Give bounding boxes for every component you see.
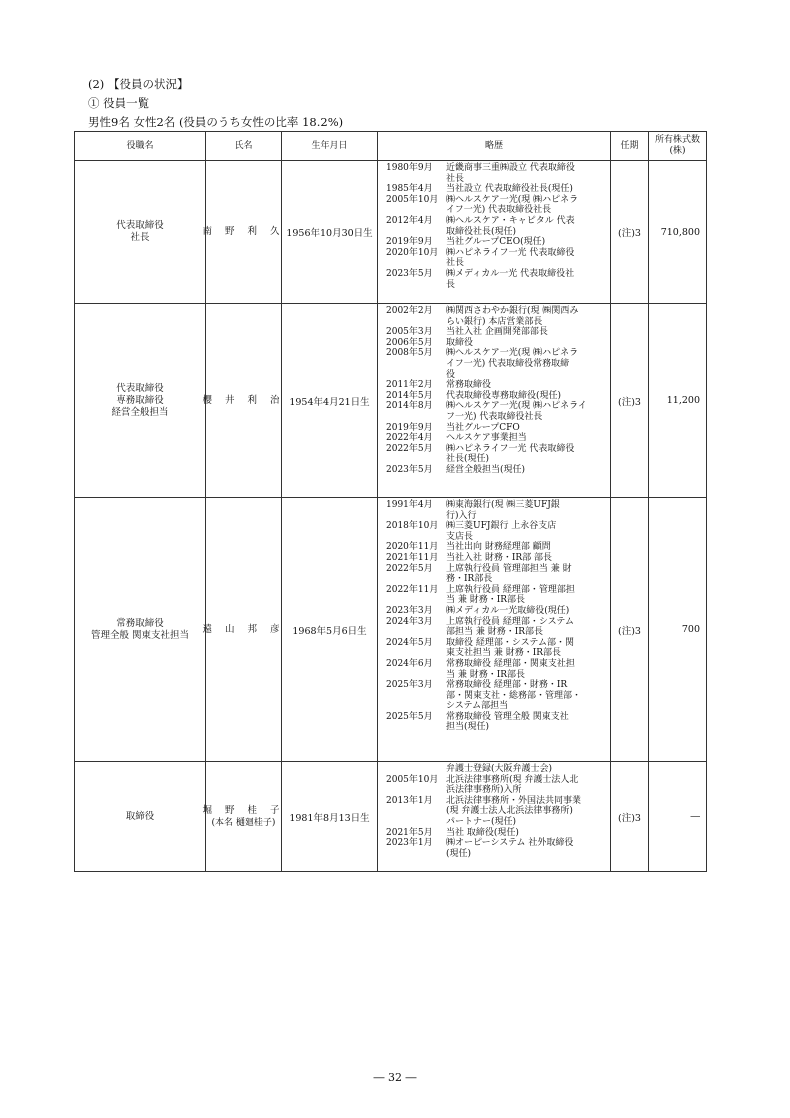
career-description-line: 長	[446, 279, 456, 290]
career-entry	[386, 327, 606, 338]
career-description-line: イフ一光) 代表取締役社長	[446, 205, 552, 216]
gender-ratio-summary: 男性9名 女性2名 (役員のうち女性の比率 18.2%)	[88, 115, 344, 129]
career-description	[446, 216, 606, 237]
career-description	[446, 680, 606, 712]
career-description-line: 代表取締役専務取締役(現任)	[446, 390, 562, 401]
career-description-line: 常務取締役	[446, 380, 492, 391]
career-entry	[386, 828, 606, 839]
career-description-line: ㈱ハピネライフ一光 代表取締役	[446, 443, 575, 454]
career-description-line: 当 兼 財務・IR部長	[446, 669, 526, 680]
officer-title-line: 社長	[130, 232, 150, 243]
subsection-heading: ① 役員一覧	[88, 96, 150, 110]
officer-row	[75, 161, 707, 304]
officer-title-line: 代表取締役	[116, 220, 164, 231]
career-description-line: フ一光) 代表取締役社長	[446, 411, 543, 422]
career-description	[446, 269, 606, 290]
career-date: 2005年10月	[386, 774, 439, 785]
officer-birthdate: 1981年8月13日生	[282, 762, 378, 872]
header-shares-line: 所有株式数	[654, 135, 700, 145]
header-career: 略歴	[378, 132, 611, 161]
career-entry	[386, 348, 606, 380]
career-entry	[386, 433, 606, 444]
officer-title-line: 専務取締役	[116, 394, 164, 406]
career-description-line: 部担当 兼 財務・IR部長	[446, 627, 544, 638]
career-description	[446, 838, 606, 859]
career-entry	[386, 237, 606, 248]
officer-career	[378, 498, 611, 762]
officer-term: (注)3	[611, 161, 649, 304]
officer-name-line: 遠 山 邦 彦	[202, 623, 285, 635]
career-entry	[386, 500, 606, 521]
career-entry	[386, 195, 606, 216]
officer-row	[75, 304, 707, 498]
career-description-line: ㈱ヘルスケア一光(現 ㈱ハピネラ	[446, 194, 579, 205]
career-description-line: 役	[446, 369, 456, 380]
career-entry	[386, 163, 606, 184]
table-header-row	[75, 132, 707, 161]
career-description	[446, 638, 606, 659]
header-name: 氏名	[206, 132, 282, 161]
career-description-line: 北浜法律事務所(現 弁護士法人北	[446, 774, 579, 785]
officer-term: (注)3	[611, 498, 649, 762]
career-description-line: 常務取締役 経理部・関東支社担	[446, 658, 575, 669]
career-date: 2023年1月	[386, 838, 433, 849]
career-entry	[386, 423, 606, 434]
officer-row	[75, 762, 707, 872]
career-description-line: 弁護士登録(大阪弁護士会)	[446, 764, 553, 774]
career-description-line: 当社出向 財務経理部 顧問	[446, 542, 551, 553]
career-description-line: ㈱オーピーシステム 社外取締役	[446, 838, 574, 849]
officer-title	[75, 498, 206, 762]
career-description-line: ㈱東海銀行(現 ㈱三菱UFJ銀	[446, 500, 560, 510]
officer-name-line: 南 野 利 久	[202, 226, 285, 237]
career-description	[446, 338, 606, 349]
career-description-line: 支店長	[446, 531, 474, 542]
officer-career	[378, 161, 611, 304]
career-description-line: 経営全般担当(現任)	[446, 464, 526, 475]
career-description-line: 北浜法律事務所・外国法共同事業	[446, 795, 582, 806]
career-date: 2024年6月	[386, 658, 433, 669]
career-entry	[386, 659, 606, 680]
officer-title-line: 経営全般担当	[111, 406, 169, 418]
career-description-line: らい銀行) 本店営業部長	[446, 316, 543, 327]
career-description	[446, 617, 606, 638]
officer-career	[378, 304, 611, 498]
career-date: 2024年3月	[386, 616, 433, 627]
officer-name	[202, 304, 285, 498]
career-description-line: ㈱関西さわやか銀行(現 ㈱関西み	[446, 306, 579, 316]
career-description-line: 社長	[446, 173, 465, 184]
career-description-line: ㈱ハピネライフ一光 代表取締役	[446, 247, 575, 258]
career-description-line: ㈱三菱UFJ銀行 上永谷支店	[446, 521, 557, 532]
officer-term: (注)3	[611, 762, 649, 872]
career-date: 2021年5月	[386, 827, 433, 838]
career-description-line: イフ一光) 代表取締役常務取締	[446, 358, 570, 369]
career-description	[446, 306, 606, 327]
officer-title-line: 常務取締役	[116, 617, 164, 629]
career-description	[446, 184, 606, 195]
career-date: 2006年5月	[386, 337, 433, 348]
career-date: 2019年9月	[386, 237, 433, 248]
officer-title-line: 取締役	[125, 810, 155, 822]
career-entry	[386, 585, 606, 606]
career-description-line: ㈱ヘルスケア一光(現 ㈱ハピネラ	[446, 348, 579, 359]
officer-birthdate: 1954年4月21日生	[282, 304, 378, 498]
career-description	[446, 327, 606, 338]
career-description-line: 取締役	[446, 337, 474, 348]
career-description-line: 浜法律事務所)入所	[446, 785, 522, 796]
career-description	[446, 500, 606, 521]
officer-birthdate: 1956年10月30日生	[282, 161, 378, 304]
officer-title	[75, 161, 206, 304]
career-date: 2025年5月	[386, 711, 433, 722]
header-term: 任期	[611, 132, 649, 161]
career-entry	[386, 838, 606, 859]
career-date: 2012年4月	[386, 215, 433, 226]
officer-term: (注)3	[611, 304, 649, 498]
career-description-line: 部・関東支社・総務部・管理部・	[446, 690, 582, 701]
career-entry	[386, 606, 606, 617]
career-description	[446, 401, 606, 422]
career-date: 2005年3月	[386, 327, 433, 338]
career-description-line: 近畿商事三重㈱設立 代表取締役	[446, 163, 575, 173]
career-entry	[386, 380, 606, 391]
career-date: 2011年2月	[386, 380, 433, 391]
career-description-line: 取締役社長(現任)	[446, 226, 517, 237]
career-description-line: ㈱メディカル一光 代表取締役社	[446, 268, 575, 279]
career-entry	[386, 796, 606, 828]
career-description	[446, 796, 606, 828]
career-date	[386, 764, 446, 775]
officer-birthdate: 1968年5月6日生	[282, 498, 378, 762]
career-entry	[386, 542, 606, 553]
career-date: 2022年11月	[386, 584, 439, 595]
career-description-line: パートナー(現任)	[446, 816, 517, 827]
career-entry	[386, 553, 606, 564]
career-date: 2014年8月	[386, 401, 433, 412]
career-description-line: 上席執行役員 管理部担当 兼 財	[446, 563, 572, 574]
career-description	[446, 659, 606, 680]
career-description-line: 担当(現任)	[446, 722, 490, 733]
section-heading: (2) 【役員の状況】	[88, 77, 189, 91]
career-date: 2022年5月	[386, 443, 433, 454]
career-date: 2023年5月	[386, 268, 433, 279]
career-description	[446, 163, 606, 184]
officer-title	[75, 304, 206, 498]
career-description	[446, 712, 606, 733]
career-date: 2005年10月	[386, 194, 439, 205]
career-description-line: システム部担当	[446, 701, 509, 712]
career-entry	[386, 269, 606, 290]
career-date: 2008年5月	[386, 348, 433, 359]
header-dob: 生年月日	[282, 132, 378, 161]
career-date: 2018年10月	[386, 521, 439, 532]
career-date: 2019年9月	[386, 422, 433, 433]
career-description-line: 社長(現任)	[446, 454, 490, 465]
career-date: 2013年1月	[386, 795, 433, 806]
career-description-line: 社長	[446, 258, 465, 269]
career-description-line: ㈱ヘルスケア一光(現 ㈱ハピネライ	[446, 401, 587, 412]
career-date: 2022年5月	[386, 563, 433, 574]
officer-legal-name: (本名 樋廻桂子)	[211, 817, 276, 828]
career-description-line: ㈱メディカル一光取締役(現任)	[446, 605, 570, 616]
career-description-line: ㈱ヘルスケア・キャピタル 代表	[446, 215, 575, 226]
career-description	[446, 564, 606, 585]
career-description	[446, 423, 606, 434]
career-date: 1985年4月	[386, 184, 433, 195]
career-entry	[386, 184, 606, 195]
career-entry	[386, 248, 606, 269]
career-description-line: 当社グループCEO(現任)	[446, 237, 546, 248]
career-entry	[386, 564, 606, 585]
career-date: 1991年4月	[386, 500, 433, 510]
career-description	[446, 775, 606, 796]
career-description	[446, 764, 606, 775]
career-description-line: 東支社担当 兼 財務・IR部長	[446, 648, 562, 659]
career-description-line: 取締役 経理部・システム部・関	[446, 637, 574, 648]
career-description-line: 当 兼 財務・IR部長	[446, 595, 526, 606]
officer-career	[378, 762, 611, 872]
officer-row	[75, 498, 707, 762]
officer-shares: 700	[649, 498, 707, 762]
career-description	[446, 237, 606, 248]
career-description	[446, 391, 606, 402]
officers-table	[74, 131, 707, 872]
career-date: 2002年2月	[386, 306, 433, 316]
career-entry	[386, 401, 606, 422]
career-description	[446, 348, 606, 380]
career-description-line: (現 弁護士法人北浜法律事務所)	[446, 806, 573, 817]
career-description-line: 行)入行	[446, 510, 477, 521]
career-entry	[386, 521, 606, 542]
career-description-line: 当社 取締役(現任)	[446, 827, 519, 838]
career-description	[446, 465, 606, 476]
career-entry	[386, 338, 606, 349]
officer-name	[202, 161, 285, 304]
career-entry	[386, 764, 606, 775]
officer-shares: 710,800	[649, 161, 707, 304]
career-date: 2014年5月	[386, 390, 433, 401]
officer-name-line: 櫻 井 利 治	[202, 394, 285, 406]
career-date: 1980年9月	[386, 163, 433, 173]
career-description	[446, 521, 606, 542]
career-entry	[386, 617, 606, 638]
career-date: 2025年3月	[386, 680, 433, 691]
header-shares-unit: (株)	[669, 146, 686, 156]
officer-title-line: 代表取締役	[116, 382, 164, 394]
officer-shares: 11,200	[649, 304, 707, 498]
officer-name-line: 堀 野 桂 子	[202, 804, 285, 816]
career-entry	[386, 775, 606, 796]
officer-title-line: 管理全般 関東支社担当	[90, 629, 190, 641]
career-description-line: 上席執行役員 経理部・管理部担	[446, 584, 575, 595]
career-description	[446, 542, 606, 553]
career-description-line: 務・IR部長	[446, 574, 493, 585]
career-entry	[386, 444, 606, 465]
career-description-line: ヘルスケア事業担当	[446, 433, 527, 444]
career-date: 2020年10月	[386, 247, 439, 258]
career-description	[446, 380, 606, 391]
career-description	[446, 585, 606, 606]
officer-name	[202, 762, 285, 872]
header-shares	[649, 132, 707, 161]
career-description	[446, 444, 606, 465]
officer-name	[202, 498, 285, 762]
career-description-line: 常務取締役 経理部・財務・IR	[446, 680, 568, 691]
officer-rows	[75, 161, 707, 872]
career-date: 2021年11月	[386, 552, 439, 563]
career-description-line: 上席執行役員 経理部・システム	[446, 616, 574, 627]
career-date: 2023年3月	[386, 605, 433, 616]
career-entry	[386, 712, 606, 733]
career-date: 2023年5月	[386, 464, 433, 475]
career-date: 2024年5月	[386, 637, 433, 648]
career-description	[446, 553, 606, 564]
career-entry	[386, 306, 606, 327]
officer-title	[75, 762, 206, 872]
career-description	[446, 828, 606, 839]
career-date: 2020年11月	[386, 542, 439, 553]
career-description-line: 常務取締役 管理全般 関東支社	[446, 711, 569, 722]
career-entry	[386, 680, 606, 712]
career-entry	[386, 638, 606, 659]
officer-shares: ―	[649, 762, 707, 872]
career-entry	[386, 391, 606, 402]
career-description	[446, 195, 606, 216]
header-title: 役職名	[75, 132, 206, 161]
career-entry	[386, 216, 606, 237]
career-description-line: (現任)	[446, 848, 472, 859]
career-description	[446, 606, 606, 617]
career-description-line: 当社設立 代表取締役社長(現任)	[446, 184, 573, 195]
page-number: ― 32 ―	[373, 1071, 417, 1084]
career-description-line: 当社入社 企画開発部部長	[446, 327, 548, 338]
career-description-line: 当社グループCFO	[446, 422, 520, 433]
career-date: 2022年4月	[386, 433, 433, 444]
career-description	[446, 248, 606, 269]
career-description	[446, 433, 606, 444]
career-entry	[386, 465, 606, 476]
career-description-line: 当社入社 財務・IR部 部長	[446, 552, 553, 563]
